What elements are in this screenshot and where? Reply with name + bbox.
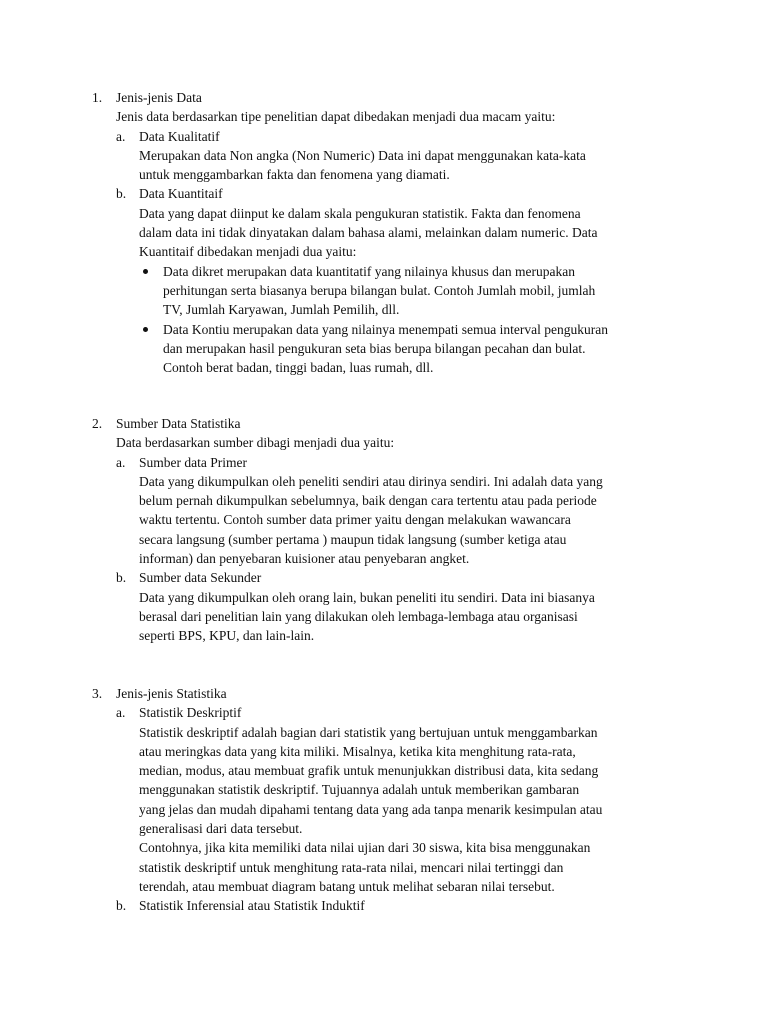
bullet-line: Data Kontiu merupakan data yang nilainya menempati semua interval pengukuran	[163, 321, 608, 337]
section-sumber-data	[92, 414, 692, 646]
subsection-title: Statistik Inferensial atau Statistik Induktif	[139, 898, 365, 914]
bullet-line: dan merupakan hasil pengukuran seta bias berupa bilangan pecahan dan bulat.	[163, 340, 586, 356]
section-intro-line: Data berdasarkan sumber dibagi menjadi dua yaitu:	[116, 435, 395, 451]
subsection-title: Data Kualitatif	[139, 128, 220, 144]
section-jenis-data	[92, 88, 692, 377]
paragraph-line: belum pernah dikumpulkan sebelumnya, baik dengan cara tertentu atau pada periode	[139, 493, 597, 509]
bullet-icon	[143, 269, 148, 274]
bullet-item	[92, 262, 692, 320]
subsection-heading	[92, 896, 692, 915]
bullet-line: Data dikret merupakan data kuantitatif yang nilainya khusus dan merupakan	[163, 263, 575, 279]
section-heading	[92, 414, 692, 433]
bullet-line: perhitungan serta biasanya berupa bilangan bulat. Contoh Jumlah mobil, jumlah	[163, 282, 596, 298]
subsection-title: Sumber data Primer	[139, 454, 247, 470]
subsection-title: Data Kuantitaif	[139, 186, 223, 202]
paragraph-line: Data yang dikumpulkan oleh peneliti sendiri atau dirinya sendiri. Ini adalah data yang	[139, 473, 603, 489]
paragraph-line: Statistik deskriptif adalah bagian dari statistik yang bertujuan untuk menggambarkan	[139, 724, 598, 740]
subsection-title: Statistik Deskriptif	[139, 705, 242, 721]
section-title: Jenis-jenis Statistika	[116, 686, 227, 701]
section-title: Jenis-jenis Data	[116, 90, 202, 105]
bullet-line: Contoh berat badan, tinggi badan, luas rumah, dll.	[163, 360, 434, 376]
subsection-label: b.	[116, 898, 127, 914]
paragraph-line: terendah, atau membuat diagram batang untuk melihat sebaran nilai tersebut.	[139, 878, 555, 894]
section-title: Sumber Data Statistika	[116, 416, 241, 431]
paragraph-line: Merupakan data Non angka (Non Numeric) Data ini dapat menggunakan kata-kata	[139, 147, 586, 163]
paragraph-line: informan) dan penyebaran kuisioner atau penyebaran angket.	[139, 551, 470, 567]
paragraph-line: untuk menggambarkan fakta dan fenomena yang diamati.	[139, 167, 450, 183]
section-heading	[92, 684, 692, 703]
subsection-label: a.	[116, 454, 126, 470]
paragraph-line: Contohnya, jika kita memiliki data nilai ujian dari 30 siswa, kita bisa menggunakan	[139, 840, 591, 856]
bullet-line: TV, Jumlah Karyawan, Jumlah Pemilih, dll.	[163, 302, 400, 318]
section-jenis-statistika	[92, 684, 692, 916]
subsection-heading	[92, 568, 692, 587]
paragraph-line: dalam data ini tidak dinyatakan dalam bahasa alami, melainkan dalam numeric. Data	[139, 225, 598, 241]
bullet-item	[92, 320, 692, 378]
paragraph-line: seperti BPS, KPU, dan lain-lain.	[139, 628, 315, 644]
paragraph-line: Kuantitaif dibedakan menjadi dua yaitu:	[139, 244, 357, 260]
paragraph-line: secara langsung (sumber pertama ) maupun tidak langsung (sumber ketiga atau	[139, 531, 567, 547]
section-heading	[92, 88, 692, 107]
bullet-icon	[143, 327, 148, 332]
paragraph-line: generalisasi dari data tersebut.	[139, 821, 303, 837]
subsection-heading	[92, 184, 692, 203]
subsection-label: b.	[116, 570, 127, 586]
subsection-label: a.	[116, 128, 126, 144]
subsection-heading	[92, 703, 692, 722]
paragraph-line: Data yang dapat diinput ke dalam skala pengukuran statistik. Fakta dan fenomena	[139, 205, 581, 221]
subsection-label: a.	[116, 705, 126, 721]
subsection-title: Sumber data Sekunder	[139, 570, 262, 586]
paragraph-line: Data yang dikumpulkan oleh orang lain, bukan peneliti itu sendiri. Data ini biasanya	[139, 589, 595, 605]
subsection-label: b.	[116, 186, 127, 202]
paragraph-line: median, modus, atau membuat grafik untuk menunjukkan distribusi data, kita sedang	[139, 763, 599, 779]
paragraph-line: statistik deskriptif untuk menghitung rata-rata nilai, mencari nilai tertinggi dan	[139, 859, 564, 875]
section-intro-line: Jenis data berdasarkan tipe penelitian dapat dibedakan menjadi dua macam yaitu:	[116, 109, 556, 125]
subsection-heading	[92, 453, 692, 472]
section-number: 1.	[92, 90, 103, 105]
paragraph-line: berasal dari penelitian lain yang dilakukan oleh lembaga-lembaga atau organisasi	[139, 608, 578, 624]
paragraph-line: menggunakan statistik deskriptif. Tujuannya adalah untuk memberikan gambaran	[139, 782, 580, 798]
section-number: 3.	[92, 686, 103, 701]
subsection-heading	[92, 127, 692, 146]
section-number: 2.	[92, 416, 103, 431]
paragraph-line: waktu tertentu. Contoh sumber data primer yaitu dengan melakukan wawancara	[139, 512, 571, 528]
paragraph-line: atau meringkas data yang kita miliki. Misalnya, ketika kita menghitung rata-rata,	[139, 743, 576, 759]
paragraph-line: yang jelas dan mudah dipahami tentang data yang ada tanpa menarik kesimpulan atau	[139, 801, 603, 817]
